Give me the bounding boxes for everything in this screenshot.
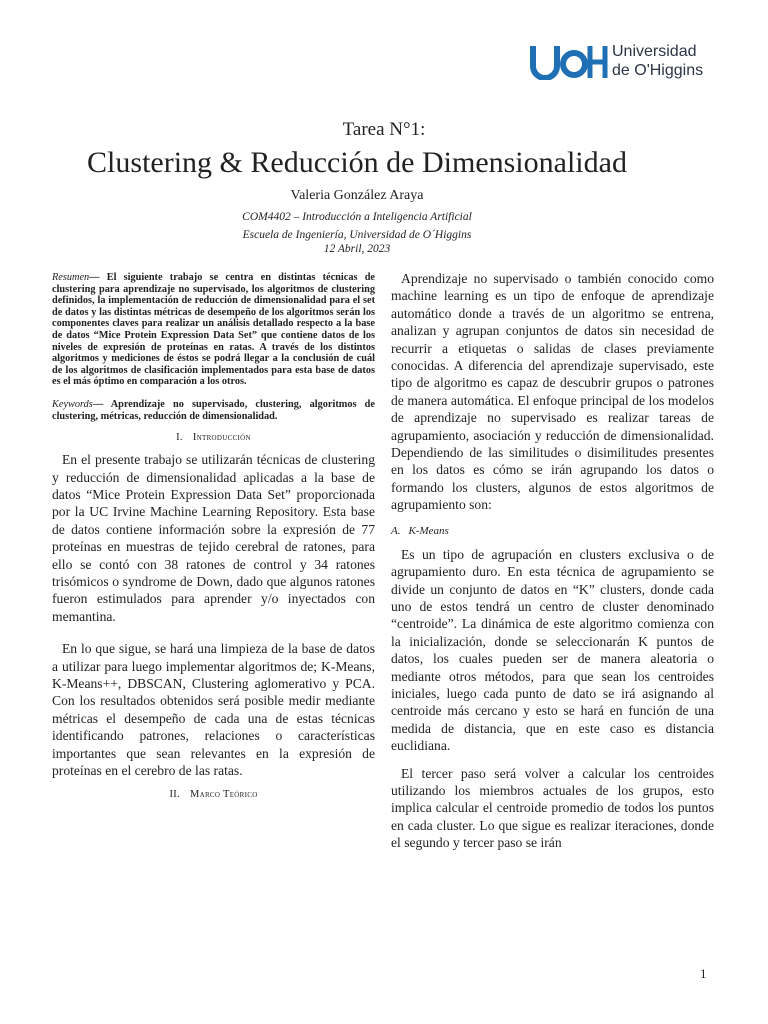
keywords-label: Keywords [52, 398, 93, 410]
intro-paragraph-2: En lo que sigue, se hará una limpieza de la base de datos a utilizar para luego implementar algoritmos de; K-Means, K-Means++, DBSCAN, Clustering aglomerativo y PCA. Con los resultados obtenidos será posible medir mediante métricas el desempeño de cada una de estas técnicas identificando patrones, relaciones o características importantes que sean relevantes en la expresión de proteínas en el cerebro de las ratas. [52, 641, 375, 779]
logo-line-2: de O'Higgins [612, 62, 704, 79]
abstract-text: El siguiente trabajo se centra en distintas técnicas de clustering para aprendizaje no supervisado, los algoritmos de clustering definidos, la implementación de reducción de dimensionalidad para el set de datos y las distintas métricas de desempeño de los algoritmos serán los componentes claves para realizar un análisis detallado respecto a la base de datos “Mice Protein Expression Data Set” que contiene datos de los niveles de expresión de proteínas en ratas. A través de los distintos algoritmos y mediciones de éstos se podrá llegar a la conclusión de cuál de los algoritmos de clasificación implementados para esta base de datos es el más óptimo en comparación a los otros. [52, 272, 375, 388]
course-line: COM4402 – Introducción a Inteligencia Artificial [242, 211, 472, 223]
kmeans-paragraph-1: Es un tipo de agrupación en clusters exclusiva o de agrupamiento duro. En esta técnica de agrupamiento se divide un conjunto de datos en “K” clusters, donde cada uno de estos tendrá un centro de cluster denominado “centroide”. La dinámica de este algoritmo comienza con la inicialización, donde se seleccionarán K puntos de datos, los cuales pueden ser de manera aleatoria o mediante otros métodos, para que sean los centroides iniciales, luego cada punto de dato se irá asignando al centroide más cercano y esto se hará en función de una medida de distancia, que en este caso es distancia euclidiana. [391, 546, 714, 754]
page-number: 1 [700, 966, 707, 981]
abstract-label: Resumen [52, 272, 90, 283]
date-line: 12 Abril, 2023 [323, 243, 391, 255]
task-label: Tarea N°1: [342, 119, 426, 140]
keywords: Keywords— Aprendizaje no supervisado, clustering, algoritmos de clustering, métricas, reducción de dimensionalidad. [52, 398, 375, 422]
logo-line-1: Universidad [612, 43, 697, 60]
right-column [391, 270, 714, 852]
section-heading-introduccion: I. Introducción [176, 432, 251, 444]
abstract: Resumen— El siguiente trabajo se centra en distintas técnicas de clustering para aprendizaje no supervisado, los algoritmos de clustering definidos, la implementación de reducción de dimensionalidad para el set de datos y las distintas métricas de desempeño de los algoritmos serán los componentes claves para realizar un análisis detallado respecto a la base de datos “Mice Protein Expression Data Set” que contiene datos de los niveles de expresión de proteínas en ratas. A través de los distintos algoritmos y mediciones de éstos se podrá llegar a la conclusión de cuál de los algoritmos de clasificación implementados para esta base de datos es el más óptimo en comparación a los otros. [52, 272, 375, 388]
kmeans-paragraph-2: El tercer paso será volver a calcular los centroides utilizando los miembros actuales de los grupos, esto implica calcular el centroide promedio de todos los puntos en cada cluster. Lo que sigue es realizar iteraciones, donde el segundo y tercer paso se irán [391, 765, 714, 851]
keywords-text: Aprendizaje no supervisado, clustering, algoritmos de clustering, métricas, reducción de dimensionalidad. [52, 398, 375, 422]
paper-title: Clustering & Reducción de Dimensionalidad [87, 146, 627, 179]
intro-paragraph-1: En el presente trabajo se utilizarán técnicas de clustering y reducción de dimensionalidad aplicadas a la base de datos “Mice Protein Expression Data Set” proporcionada por la UC Irvine Machine Learning Repository. Esta base de datos contiene información sobre la expresión de 77 proteínas en muestras de tejido cerebral de ratones, para ello se contó con 38 ratones de control y 34 ratones trisómicos o syndrome de Down, dado que algunos ratones fueron estimulados para aprender y/o inyectados con memantina. [52, 452, 375, 624]
university-logo [530, 40, 730, 84]
logo-wordmark [612, 42, 703, 80]
school-line: Escuela de Ingeniería, Universidad de O´Higgins [242, 229, 472, 241]
theory-paragraph-1: Aprendizaje no supervisado o también conocido como machine learning es un tipo de enfoque de aprendizaje automático donde a través de un algoritmo se entrena, analizan y agrupan conjuntos de datos sin necesidad de recurrir a etiquetas o salidas de clases previamente conocidas. A diferencia del aprendizaje supervisado, este tipo de algoritmo es capaz de descubrir grupos o patrones de manera automática. El enfoque principal de los modelos de aprendizaje no supervisado es realizar tareas de agrupamiento, asociación y reducción de dimensionalidad. Dependiendo de las similitudes o disimilitudes presentes en los datos es cómo se irán agrupando los datos o formando los clusters, algunos de estos algoritmos de agrupamiento son: [391, 271, 714, 513]
author-name: Valeria González Araya [290, 188, 424, 203]
uoh-logo-icon [530, 44, 608, 80]
section-heading-marco-teorico: II. Marco Teórico [169, 789, 258, 801]
left-column [52, 272, 375, 808]
subsection-heading-kmeans: A. K-Means [391, 524, 449, 537]
